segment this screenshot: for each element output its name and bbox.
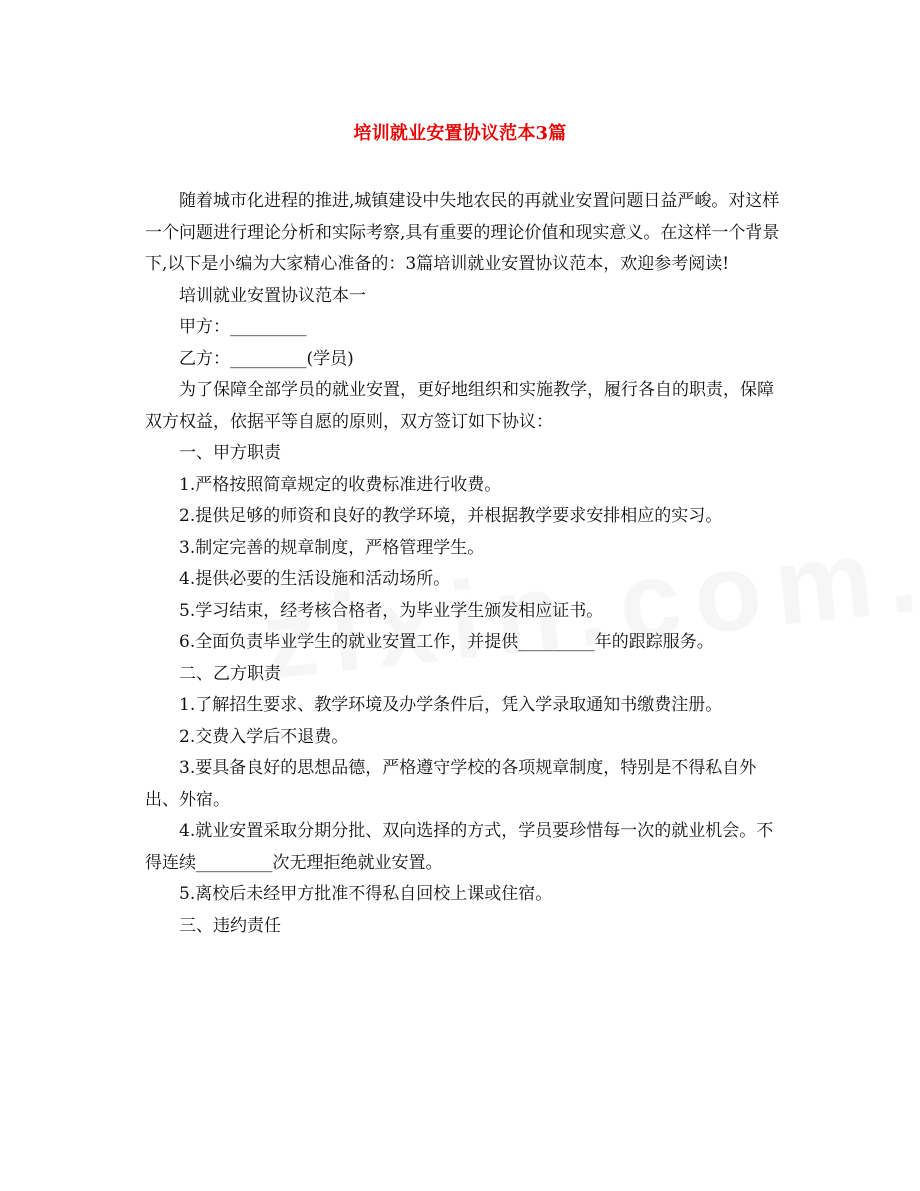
clause-a-5: 5.学习结束，经考核合格者，为毕业学生颁发相应证书。: [179, 600, 604, 621]
clause-b-4: 4.就业安置采取分期分批、双向选择的方式，学员要珍惜每一次的就业机会。不得连续_________次无理拒绝就业安置。: [145, 821, 774, 873]
clause-a-4: 4.提供必要的生活设施和活动场所。: [179, 569, 451, 589]
clause-b-1: 1.了解招生要求、教学环境及办学条件后，凭入学录取通知书缴费注册。: [179, 695, 723, 715]
clause-b-5: 5.离校后未经甲方批准不得私自回校上课或住宿。: [179, 884, 553, 904]
paragraph-purpose: 为了保障全部学员的就业安置，更好地组织和实施教学，履行各自的职责，保障双方权益，依据平等自愿的原则，双方签订如下协议：: [145, 380, 774, 432]
clause-b-3: 3.要具备良好的思想品德，严格遵守学校的各项规章制度，特别是不得私自外出、外宿。: [145, 758, 757, 810]
section-heading-party-a-duties: 一、甲方职责: [179, 443, 281, 463]
clause-a-3: 3.制定完善的规章制度，严格管理学生。: [179, 537, 485, 558]
paragraph-sample-heading: 培训就业安置协议范本一: [179, 285, 366, 306]
document-title: 培训就业安置协议范本3篇: [353, 123, 567, 144]
paragraph-party-a: 甲方：_________: [179, 317, 307, 337]
clause-a-2: 2.提供足够的师资和良好的教学环境，并根据教学要求安排相应的实习。: [179, 506, 723, 526]
document-body: [145, 186, 780, 942]
section-heading-party-b-duties: 二、乙方职责: [179, 663, 281, 684]
clause-b-2: 2.交费入学后不退费。: [179, 726, 349, 747]
clause-a-1: 1.严格按照简章规定的收费标准进行收费。: [179, 474, 502, 495]
paragraph-party-b: 乙方：_________(学员): [179, 348, 354, 369]
paragraph-intro: 随着城市化进程的推进,城镇建设中失地农民的再就业安置问题日益严峻。对这样一个问题进行理论分析和实际考察,具有重要的理论价值和现实意义。在这样一个背景下,以下是小编为大家精心准备的：3篇培训就业安置协议范本，欢迎参考阅读!: [145, 191, 780, 274]
clause-a-6: 6.全面负责毕业学生的就业安置工作，并提供_________年的跟踪服务。: [179, 632, 714, 652]
section-heading-liability: 三、违约责任: [179, 915, 281, 936]
